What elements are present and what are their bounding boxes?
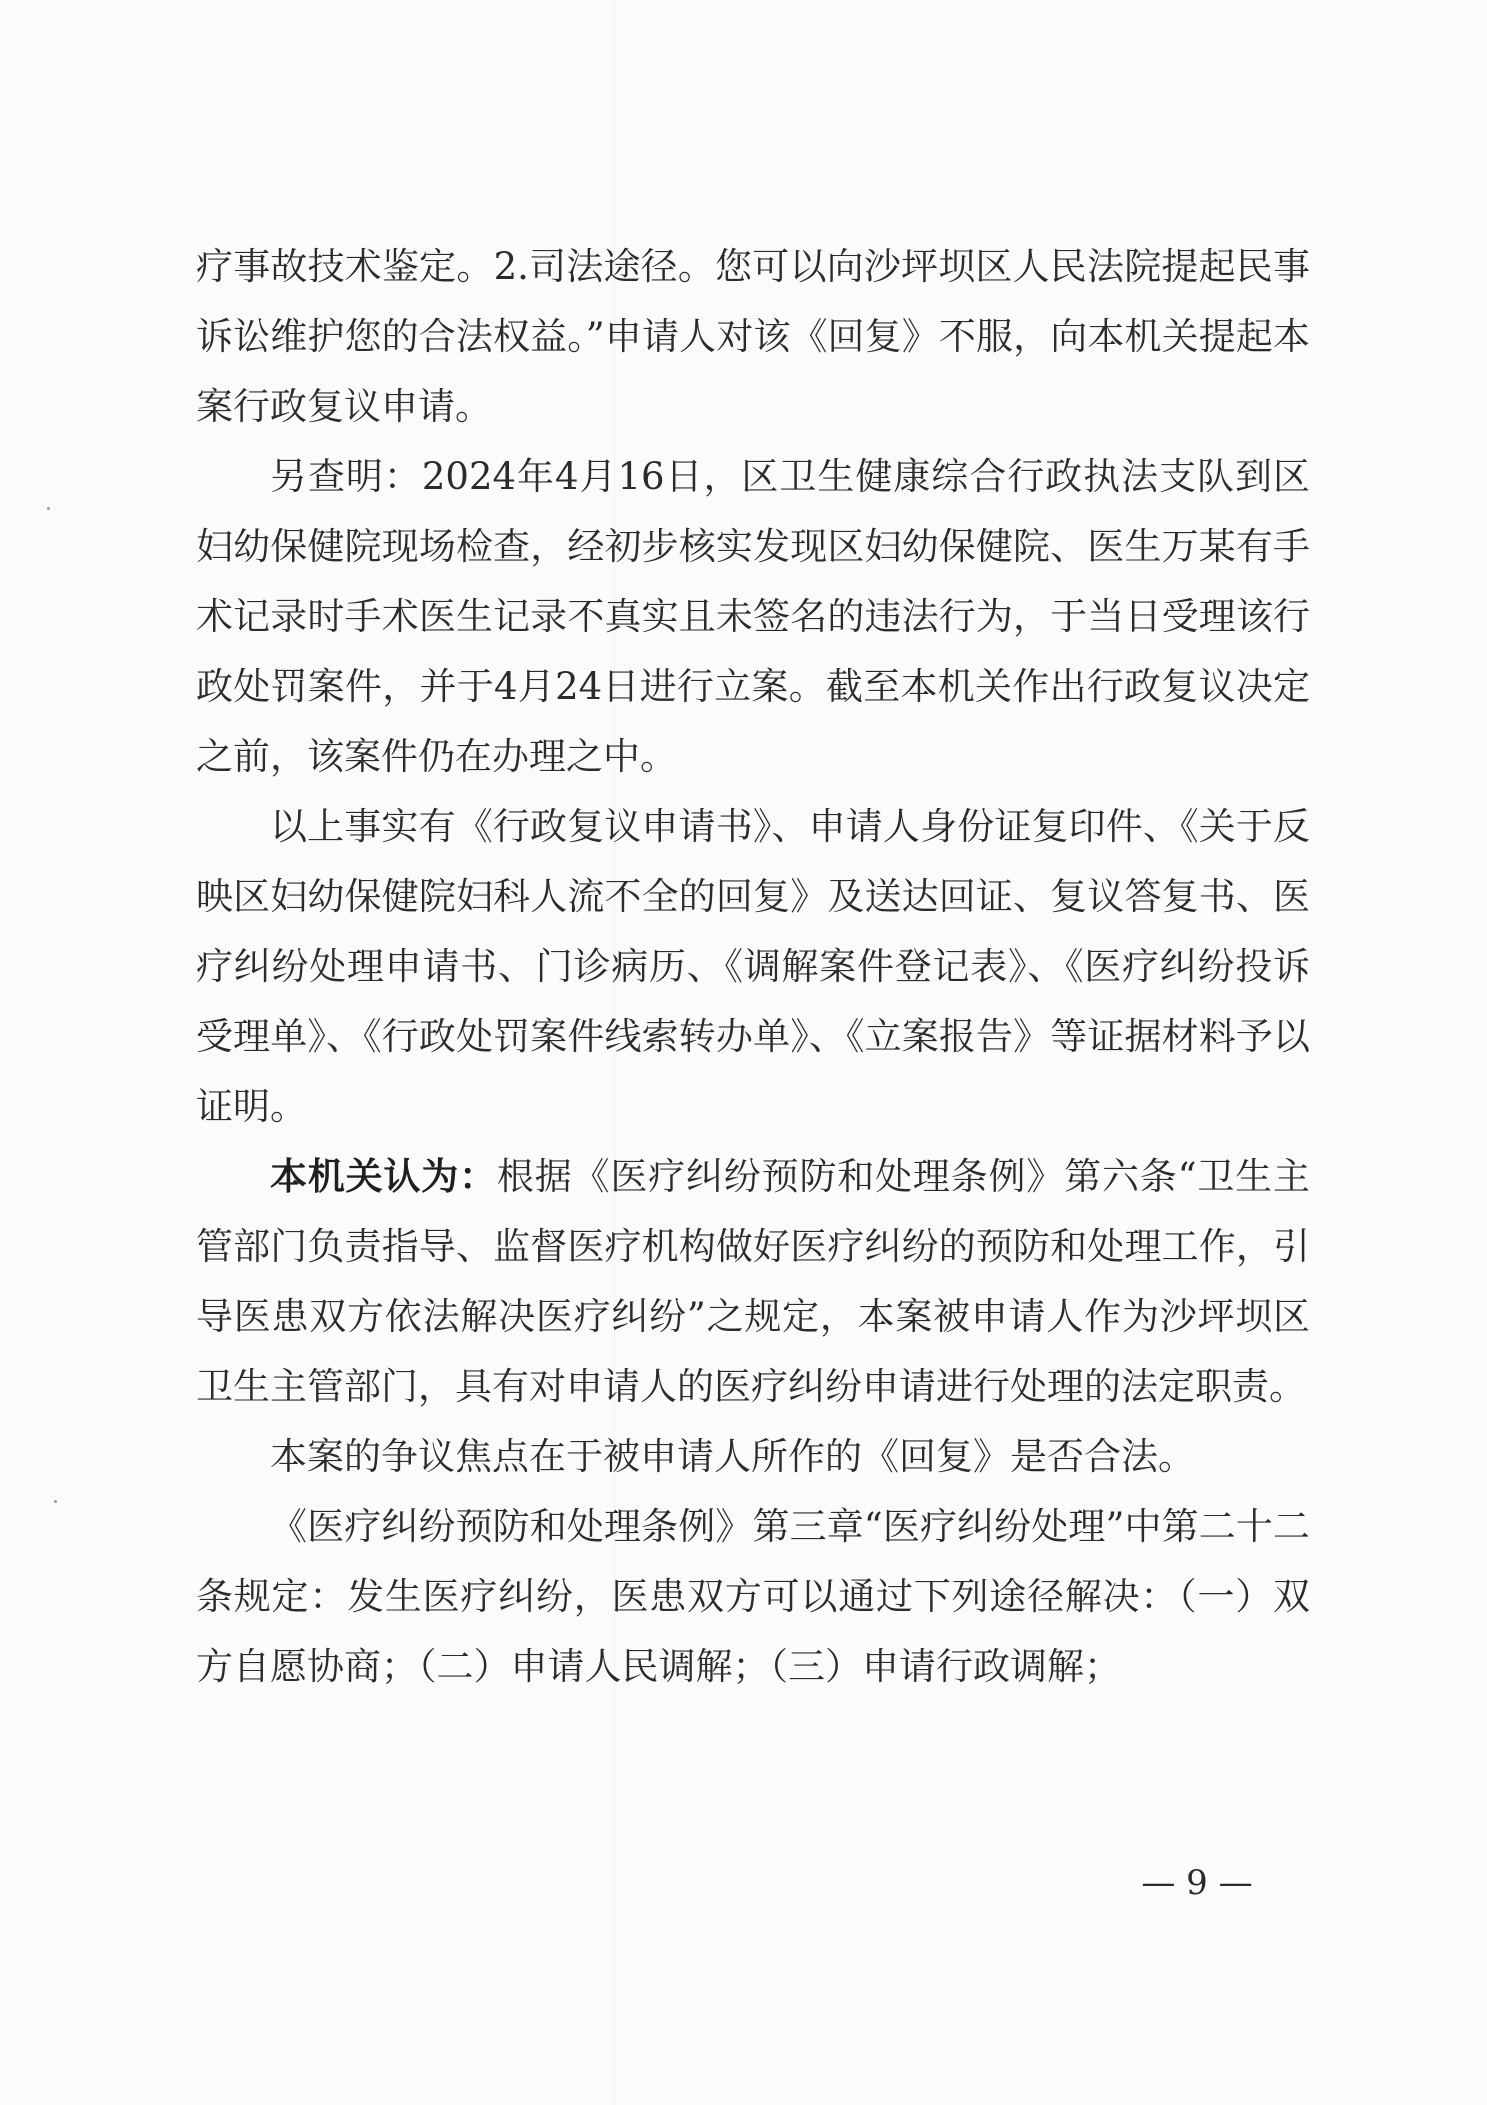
paragraph-continuation — [196, 232, 1310, 442]
page-number: — 9 — — [1141, 1863, 1253, 1903]
paragraph-evidence — [196, 792, 1310, 1142]
paragraph-dispute-focus — [196, 1422, 1310, 1492]
paragraph-text: 以上事实有《行政复议申请书》、申请人身份证复印件、《关于反映区妇幼保健院妇科人流不全的回复》及送达回证、复议答复书、医疗纠纷处理申请书、门诊病历、《调解案件登记表》、《医疗纠纷投诉受理单》、《行政处罚案件线索转办单》、《立案报告》等证据材料予以证明。 — [196, 805, 1310, 1128]
scan-speck — [47, 507, 50, 510]
paragraph-further-findings — [196, 442, 1310, 792]
paragraph-opinion — [196, 1142, 1310, 1422]
paragraph-lead-bold: 本机关认为： — [270, 1155, 497, 1198]
paragraph-text: 《医疗纠纷预防和处理条例》第三章“医疗纠纷处理”中第二十二条规定：发生医疗纠纷，医患双方可以通过下列途径解决：（一）双方自愿协商；（二）申请人民调解；（三）申请行政调解； — [196, 1505, 1310, 1688]
paragraph-regulation — [196, 1492, 1310, 1702]
paragraph-text: 另查明：2024年4月16日，区卫生健康综合行政执法支队到区妇幼保健院现场检查，经初步核实发现区妇幼保健院、医生万某有手术记录时手术医生记录不真实且未签名的违法行为，于当日受理该行政处罚案件，并于4月24日进行立案。截至本机关作出行政复议决定之前，该案件仍在办理之中。 — [196, 455, 1310, 778]
paragraph-text: 疗事故技术鉴定。2.司法途径。您可以向沙坪坝区人民法院提起民事诉讼维护您的合法权益。”申请人对该《回复》不服，向本机关提起本案行政复议申请。 — [196, 245, 1310, 428]
paragraph-text: 根据《医疗纠纷预防和处理条例》第六条“卫生主管部门负责指导、监督医疗机构做好医疗纠纷的预防和处理工作，引导医患双方依法解决医疗纠纷”之规定，本案被申请人作为沙坪坝区卫生主管部门，具有对申请人的医疗纠纷申请进行处理的法定职责。 — [196, 1155, 1310, 1408]
scan-speck — [54, 1500, 57, 1503]
body-text — [196, 232, 1310, 1702]
paragraph-text: 本案的争议焦点在于被申请人所作的《回复》是否合法。 — [270, 1435, 1195, 1478]
